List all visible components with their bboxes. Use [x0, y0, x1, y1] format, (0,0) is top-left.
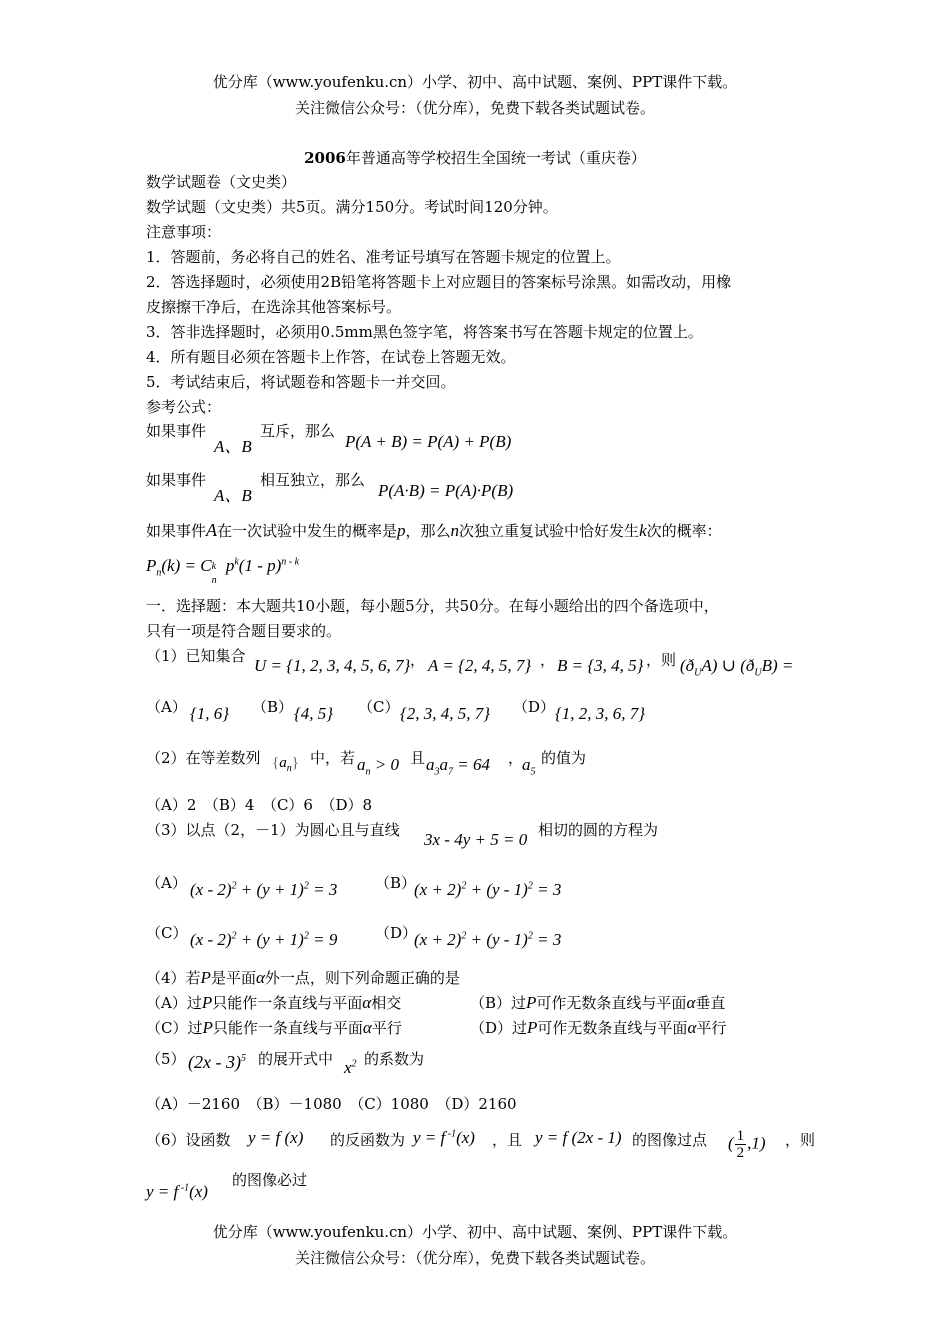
q1-expr-part: U	[694, 667, 702, 679]
q3-opt-part: (x - 2)	[190, 930, 232, 949]
q2-stem: （2）在等差数列	[146, 749, 261, 767]
q3-opt-part: + (y + 1)	[236, 930, 304, 949]
formula-3-part: 在一次试验中发生的概率是	[217, 522, 398, 540]
q1-stem: （1）已知集合	[146, 647, 246, 665]
q2-a5	[522, 755, 536, 777]
formula-heading: 参考公式：	[146, 398, 222, 416]
q5-x-part: 2	[351, 1058, 357, 1070]
q1-option-value: {1, 2, 3, 6, 7}	[555, 704, 646, 723]
q6-part: (x)	[189, 1182, 208, 1201]
q2-cond-part: > 0	[370, 755, 399, 774]
q3-line-equation: 3x - 4y + 5 = 0	[424, 830, 528, 849]
q6-part: -1	[445, 1128, 457, 1140]
exam-title-rest: 年普通高等学校招生全国统一考试（重庆卷）	[345, 149, 646, 167]
q2-prod-part: a	[439, 755, 448, 774]
q1-option-value: {1, 6}	[190, 704, 230, 723]
q5-x2	[344, 1058, 357, 1078]
formula-part: (k) = C	[161, 556, 212, 575]
q5-expr-part: (2x - 3)	[188, 1052, 241, 1072]
q3-option-value	[190, 930, 337, 950]
exam-title-year: 2006	[304, 149, 346, 167]
q3-option-value	[190, 880, 337, 900]
q6-inverse-2	[146, 1182, 208, 1202]
q5-options: （A）－2160 （B）－1080 （C）1080 （D）2160	[146, 1095, 517, 1113]
q3-opt-part: (x + 2)	[414, 880, 462, 899]
q2-a5-part: 5	[530, 766, 536, 778]
q1-expr-part: U	[754, 667, 762, 679]
exam-title	[0, 148, 950, 168]
q2-prod-part: = 64	[453, 755, 490, 774]
q6-point-part: ,1)	[747, 1133, 766, 1153]
q1-sep: ，则	[646, 651, 677, 669]
formula-2-equation: P(A∙B) = P(A)∙P(B)	[378, 481, 514, 500]
q1-expression	[680, 656, 793, 678]
q4-part: 外一点，则下列命题正确的是	[264, 969, 460, 987]
section-1-intro-2: 只有一项是符合题目要求的。	[146, 622, 342, 640]
q3-opt-part: 2	[527, 930, 533, 942]
q3-opt-part: 2	[303, 930, 309, 942]
q4-var-P: P	[527, 1018, 538, 1037]
q6-inverse	[413, 1128, 475, 1148]
q4-opt-part: 可作无数条直线与平面	[536, 994, 687, 1012]
q3-opt-part: = 3	[308, 880, 338, 899]
q1-option-label: （A）	[146, 698, 187, 716]
q6-part: y = f	[146, 1182, 179, 1201]
q6-point-part: (	[728, 1133, 734, 1153]
formula-part: k	[234, 556, 239, 568]
q1-option-label: （B）	[252, 698, 294, 716]
q2-tail: 的值为	[541, 749, 587, 767]
notice-item: 1．答题前，务必将自己的姓名、准考证号填写在答题卡规定的位置上。	[146, 248, 621, 266]
q3-opt-part: = 3	[532, 880, 562, 899]
q2-prod-part: a	[426, 755, 435, 774]
formula-1-mid: 互斥，那么	[260, 422, 336, 440]
q3-option-label: （C）	[146, 924, 188, 942]
q5-x-part: x	[344, 1058, 352, 1077]
q6-composite: y = f (2x - 1)	[535, 1128, 622, 1147]
exam-info: 数学试题（文史类）共5页。满分150分。考试时间120分钟。	[146, 198, 558, 216]
q5-expr-part: 5	[240, 1053, 246, 1064]
q6-mid: 的图像过点	[632, 1131, 708, 1149]
q1-option-label: （C）	[358, 698, 400, 716]
q3-opt-part: + (y - 1)	[466, 880, 528, 899]
formula-3-var-A: A	[206, 520, 218, 540]
footer-line-2: 关注微信公众号：（优分库），免费下载各类试题试卷。	[294, 1249, 655, 1267]
q6-part: y = f	[413, 1128, 446, 1147]
footer-line-1: 优分库（www.youfenku.cn）小学、初中、高中试题、案例、PPT课件下载。	[212, 1223, 738, 1241]
q2-prod-part: 3	[434, 766, 440, 778]
q4-var-P: P	[202, 1018, 213, 1037]
q2-seq-part: a	[279, 755, 287, 771]
q2-sequence: $\{a_n\}$	[272, 755, 299, 774]
q4-part: 是平面	[210, 969, 256, 987]
formula-part: n	[156, 567, 162, 579]
q6-part: -1	[178, 1182, 190, 1194]
q3-opt-part: 2	[231, 880, 237, 892]
q1-set-B: B = {3, 4, 5}	[557, 656, 644, 675]
q5-tail: 的系数为	[364, 1050, 425, 1068]
q3-option-label: （A）	[146, 874, 187, 892]
q4-opt-part: （C）过	[146, 1019, 203, 1037]
q1-sep: ，	[410, 651, 426, 669]
formula-part: n - k	[281, 556, 300, 568]
formula-3-part: 次独立重复试验中恰好发生	[459, 522, 640, 540]
notice-item: 3．答非选择题时，必须用0.5mm黑色签字笔，将答案书写在答题卡规定的位置上。	[146, 323, 703, 341]
q3-opt-part: 2	[527, 880, 533, 892]
notice-item: 5．考试结束后，将试题卷和答题卡一并交回。	[146, 373, 456, 391]
q6-frac-num: 1	[736, 1128, 745, 1144]
q4-opt-part: 只能作一条直线与平面	[212, 994, 363, 1012]
q4-opt-part: 只能作一条直线与平面	[212, 1019, 363, 1037]
q4-option	[146, 993, 401, 1013]
q4-part: （4）若	[146, 969, 201, 987]
q4-option	[470, 1018, 726, 1038]
formula-1-prefix: 如果事件	[146, 422, 207, 440]
formula-part: p	[221, 556, 235, 575]
q4-opt-part: 平行	[696, 1019, 727, 1037]
formula-3-part: ，那么	[405, 522, 451, 540]
q3-option-value	[414, 930, 561, 950]
formula-part: P	[146, 556, 157, 575]
q5-expression	[188, 1052, 246, 1073]
q2-cond-part: a	[357, 755, 366, 774]
q4-var-alpha: α	[255, 968, 265, 987]
formula-3-part: 如果事件	[146, 522, 207, 540]
q3-tail: 相切的圆的方程为	[538, 821, 659, 839]
q3-opt-part: 2	[303, 880, 309, 892]
q2-a5-part: a	[522, 755, 531, 774]
q1-option-label: （D）	[513, 698, 556, 716]
q2-options: （A）2 （B）4 （C）6 （D）8	[146, 796, 373, 814]
header-line-1: 优分库（www.youfenku.cn）小学、初中、高中试题、案例、PPT课件下载。	[212, 73, 738, 91]
formula-3-var-k: k	[639, 521, 647, 540]
q3-option-label: （D）	[375, 924, 418, 942]
q3-opt-part: 2	[461, 880, 467, 892]
q2-mid: 中，若	[310, 749, 356, 767]
notice-item: 4．所有题目必须在答题卡上作答，在试卷上答题无效。	[146, 348, 516, 366]
q2-sep: ，	[508, 749, 524, 767]
formula-1-events: A、B	[214, 437, 252, 456]
q1-sep: ，	[540, 651, 556, 669]
q1-expr-part: (ð	[680, 656, 695, 675]
q6-function: y = f (x)	[248, 1128, 304, 1147]
q6-tail: 的图像必过	[232, 1171, 308, 1189]
q5-stem: （5）	[146, 1050, 186, 1068]
q3-opt-part: (x + 2)	[414, 930, 462, 949]
exam-subtitle: 数学试题卷（文史类）	[146, 173, 297, 191]
q4-opt-part: 相交	[371, 994, 402, 1012]
q4-opt-part: 垂直	[695, 994, 726, 1012]
notice-item: 皮擦擦干净后，在选涂其他答案标号。	[146, 298, 402, 316]
formula-2-mid: 相互独立，那么	[260, 471, 366, 489]
q2-condition	[357, 755, 399, 777]
q3-opt-part: = 9	[308, 930, 338, 949]
notice-item: 2．答选择题时，必须使用2B铅笔将答题卡上对应题目的答案标号涂黑。如需改动，用橡	[146, 273, 732, 291]
q2-seq-part: n	[286, 763, 292, 774]
q3-opt-part: 2	[461, 930, 467, 942]
q4-opt-part: （B）过	[470, 994, 527, 1012]
q2-prod-part: 7	[448, 766, 453, 778]
q3-option-label: （B）	[375, 874, 417, 892]
q4-var-alpha: α	[687, 1018, 697, 1037]
q6-stem: （6）设函数	[146, 1131, 231, 1149]
formula-2-events: A、B	[214, 486, 252, 505]
q6-mid: ，且	[492, 1131, 523, 1149]
q1-option-value: {4, 5}	[294, 704, 334, 723]
header-line-2: 关注微信公众号：（优分库），免费下载各类试题试卷。	[294, 99, 655, 117]
q2-and: 且	[410, 749, 426, 767]
q3-opt-part: = 3	[532, 930, 562, 949]
q4-opt-part: （A）过	[146, 994, 202, 1012]
formula-3-var-p: p	[397, 521, 406, 540]
section-1-intro: 一．选择题：本大题共10小题，每小题5分，共50分。在每小题给出的四个备选项中，	[146, 597, 719, 615]
q6-mid: ，则	[785, 1131, 816, 1149]
q4-opt-part: 平行	[371, 1019, 402, 1037]
q3-opt-part: 2	[231, 930, 237, 942]
q6-part: (x)	[456, 1128, 475, 1147]
q2-product	[426, 755, 490, 777]
formula-3-var-n: n	[450, 521, 460, 540]
notice-heading: 注意事项：	[146, 223, 222, 241]
q1-expr-part: A) ∪ (ð	[701, 656, 755, 675]
formula-3-part: 次的概率：	[646, 522, 722, 540]
q1-set-U: U = {1, 2, 3, 4, 5, 6, 7}	[254, 656, 411, 675]
q4-var-alpha: α	[686, 993, 696, 1012]
q4-opt-part: 可作无数条直线与平面	[537, 1019, 688, 1037]
q4-opt-part: （D）过	[470, 1019, 528, 1037]
q3-opt-part: + (y + 1)	[236, 880, 304, 899]
formula-2-prefix: 如果事件	[146, 471, 207, 489]
formula-part: n	[211, 575, 217, 586]
formula-part: k	[211, 561, 217, 572]
q4-var-alpha: α	[362, 993, 372, 1012]
q1-expr-part: B) =	[761, 656, 794, 675]
formula-3-text	[146, 520, 722, 541]
q6-mid: 的反函数为	[330, 1131, 406, 1149]
q1-set-A: A = {2, 4, 5, 7}	[428, 656, 532, 675]
q4-var-alpha: α	[362, 1018, 372, 1037]
q4-stem	[146, 968, 460, 988]
q4-var-P: P	[201, 993, 213, 1012]
formula-part: (1 - p)	[238, 556, 282, 575]
q4-option	[146, 1018, 402, 1038]
q2-cond-part: n	[365, 766, 371, 778]
q6-frac-den: 2	[736, 1145, 745, 1161]
q4-var-P: P	[200, 968, 211, 987]
q3-opt-part: (x - 2)	[190, 880, 232, 899]
formula-1-equation: P(A + B) = P(A) + P(B)	[345, 432, 512, 451]
formula-3-equation	[146, 556, 300, 586]
q3-option-value	[414, 880, 561, 900]
q3-stem: （3）以点（2，－1）为圆心且与直线	[146, 821, 400, 839]
q4-option	[470, 993, 725, 1013]
q6-point	[728, 1128, 766, 1161]
q4-var-P: P	[526, 993, 537, 1012]
q1-option-value: {2, 3, 4, 5, 7}	[400, 704, 491, 723]
q5-mid: 的展开式中	[258, 1050, 334, 1068]
q3-opt-part: + (y - 1)	[466, 930, 528, 949]
